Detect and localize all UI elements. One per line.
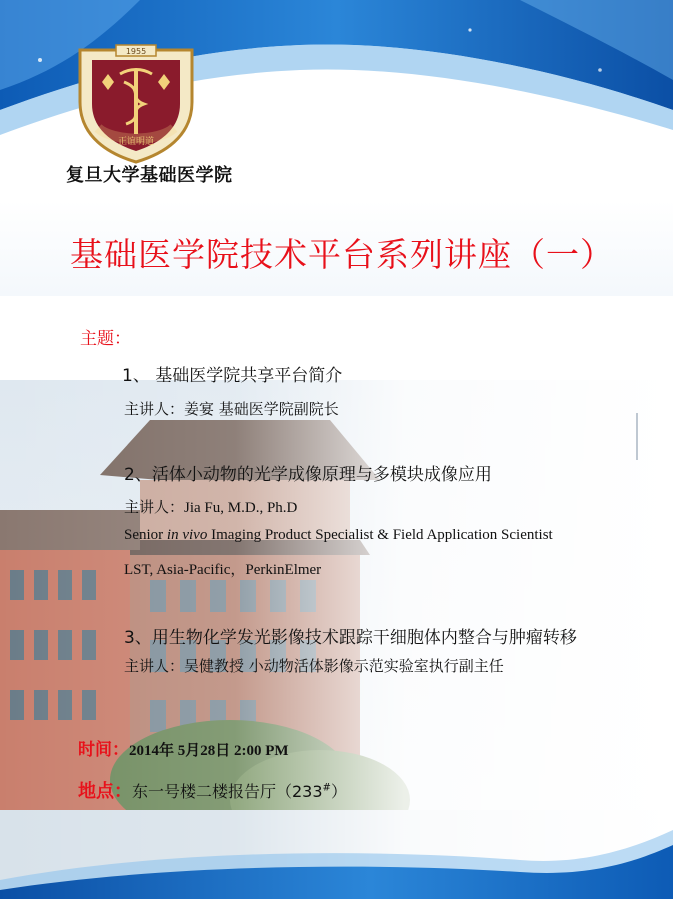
school-emblem-icon: [68, 42, 204, 164]
lecture-2-affiliation-line-2: LST, Asia-Pacific，PerkinElmer: [124, 562, 322, 578]
lecture-3-speaker: 主讲人：吴健教授 小动物活体影像示范实验室执行副主任: [124, 657, 504, 675]
lecture-2-affiliation-line-1: [124, 527, 553, 544]
school-name: 复旦大学基础医学院: [66, 165, 233, 186]
lecture-2-title: 2、活体小动物的光学成像原理与多模块成像应用: [124, 465, 492, 485]
affiliation-text-a: Senior: [124, 527, 167, 543]
location-label: 地点：: [78, 781, 132, 802]
topic-label: 主题：: [80, 329, 131, 349]
time-row: [78, 735, 289, 760]
lecture-series-title: 基础医学院技术平台系列讲座（一）: [70, 235, 614, 274]
affiliation-text-c: Imaging Product Specialist & Field Application Scientist: [207, 527, 553, 543]
lecture-1-speaker: 主讲人：姜宴 基础医学院副院长: [124, 400, 339, 418]
lecture-1-title: 1、 基础医学院共享平台简介: [122, 366, 343, 386]
speaker-prefix: 主讲人：: [124, 498, 185, 516]
time-value: 2014年 5月28日 2:00 PM: [129, 743, 289, 759]
location-value: 东一号楼二楼报告厅（233: [132, 782, 323, 801]
affiliation-text-in-vivo: in vivo: [166, 527, 208, 543]
footer-blue-band: [0, 820, 673, 899]
location-value-end: ）: [330, 782, 347, 801]
emblem-year: 1955: [125, 47, 147, 56]
lecture-3-title: 3、用生物化学发光影像技术跟踪干细胞体内整合与肿瘤转移: [124, 628, 577, 648]
location-value-sup: #: [322, 782, 331, 794]
lecture-2-speaker: [124, 496, 297, 517]
emblem-motto: 正谊明道: [117, 137, 155, 147]
location-row: [78, 777, 347, 803]
vertical-rule: [636, 413, 638, 460]
time-label: 时间：: [78, 740, 129, 760]
speaker-name: Jia Fu, M.D., Ph.D: [184, 500, 298, 516]
